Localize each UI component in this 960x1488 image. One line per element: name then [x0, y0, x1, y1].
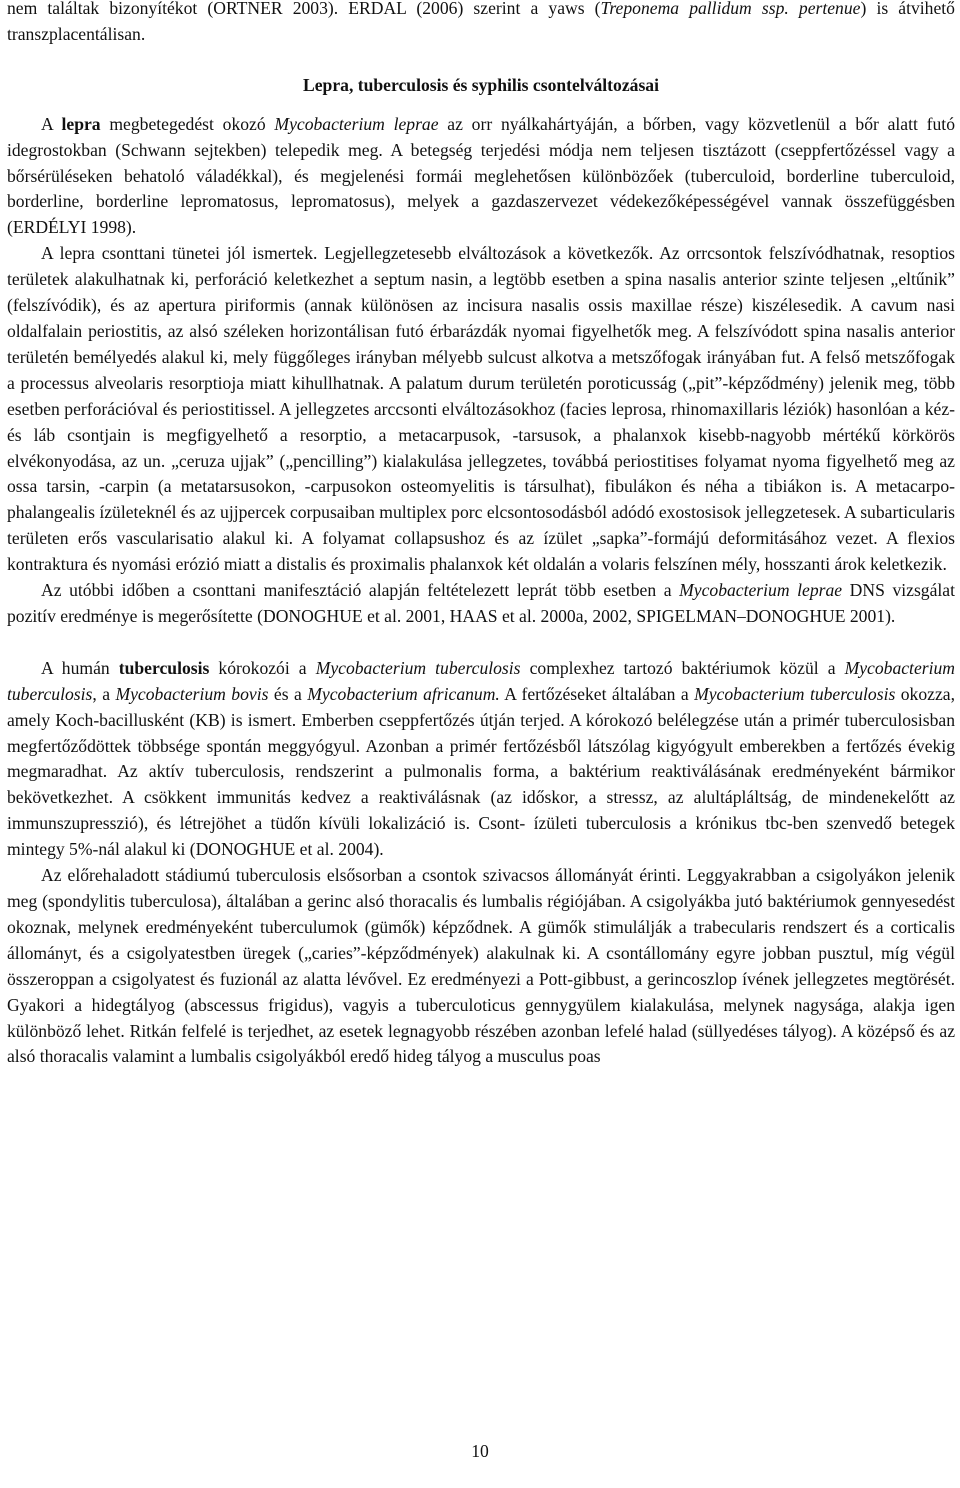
text-run: megbetegedést okozó — [100, 113, 275, 134]
document-page — [7, 0, 955, 1070]
text-run: kórokozói a — [209, 657, 316, 678]
bold-term: lepra — [61, 113, 101, 134]
text-run: az orr nyálkahártyáján, a bőrben, vagy közvetlenül a bőr alatt futó idegrostokban (Schwann sejtekben) telepedik meg. A betegség terjedési módja nem teljesen tisztázott (cseppfertőzéssel vagy a bőrsérüléseken behatoló váladékkal), és megjelenési formái meglehetősen különbözőek (tuberculoid, borderline tuberculoid, borderline, borderline lepromatosus, lepromatosus), melyek a gazdaszervezet védekezőképességével vannak összefüggésben (ERDÉLYI 1998). — [7, 113, 955, 238]
text-run: Lepra, tuberculosis és syphilis csontelváltozásai — [303, 74, 659, 95]
body-paragraph — [7, 578, 955, 630]
section-heading — [7, 48, 955, 112]
text-run: A — [41, 113, 62, 134]
italic-term: Mycobacterium tuberculosis — [315, 657, 521, 678]
body-paragraph — [7, 112, 955, 242]
italic-term: Treponema pallidum ssp. pertenue — [600, 0, 861, 18]
italic-term: Mycobacterium leprae — [274, 113, 439, 134]
text-run: complexhez tartozó baktériumok közül a — [520, 657, 845, 678]
page-number: 10 — [471, 1441, 489, 1461]
italic-term: Mycobacterium bovis — [115, 683, 269, 704]
text-run: DNS vizsgálat pozitív eredménye is megerősítette (DONOGHUE et al. 2001, HAAS et al. 2000a, 2002, SPIGELMAN–DONOGHUE 2001). — [7, 580, 955, 626]
body-paragraph — [7, 241, 955, 578]
text-run: ) is átvihető transzplacentálisan. — [7, 0, 955, 44]
bold-term: tuberculosis — [118, 657, 210, 678]
italic-term: Mycobacterium tuberculosis — [694, 683, 896, 704]
text-run: okozza, amely Koch-bacillusként (KB) is ismert. Emberben cseppfertőzés útján terjed. A kórokozó belélegzése után a primér tuberculosisban megfertőződöttek többsége spontán meggyógyul. Azonban a primér fertőzésből látszólag kigyógyult emberekben a fertőzés évekig megmaradhat. Az aktív tuberculosis, rendszerint a pulmonalis forma, a baktérium reaktiválásának eredményeként bármikor bekövetkezhet. A csökkent immunitás kedvez a reaktiválásnak (az időskor, a stressz, az alultápláltság, de mindenekelőtt az immunszupresszió), és létrejöhet a tüdőn kívüli lokalizáció is. Csont- ízületi tuberculosis a krónikus tbc-ben szenvedő betegek mintegy 5%-nál alakul ki (DONOGHUE et al. 2004). — [7, 683, 955, 860]
text-run: A humán — [41, 657, 119, 678]
text-run: és a — [268, 683, 308, 704]
italic-term: Mycobacterium tuberculosis — [7, 657, 955, 704]
text-run: Az előrehaladott stádiumú tuberculosis elsősorban a csontok szivacsos állományát érinti. Leggyakrabban a csigolyákon jelenik meg (spondylitis tuberculosa), általában a gerinc alsó thoracalis és lumbalis régiójában. A csigolyákba jutó baktériumok gennyesedést okoznak, melynek eredményeként tuberculumok (gümők) képződnek. A gümők stimulálják a trabecularis rendszert és a corticalis állományt, és a csigolyatestben üregek („caries”-képződmények) alakulnak ki. A csontállomány egyre jobban pusztul, míg végül összeroppan a csigolyatest és fuzionál az alatta lévővel. Ez eredményezi a Pott-gibbust, a gerincoszlop ívének jellegzetes megtörését. Gyakori a hidegtályog (abscessus frigidus), vagyis a tuberculoticus gennygyülem kialakulása, melynek nagysága, alakja igen különböző lehet. Ritkán felfelé is terjedhet, az esetek legnagyobb részében azonban lefelé halad (süllyedéses tályog). A középső és az alsó thoracalis valamint a lumbalis csigolyákból eredő hideg tályog a musculus poas — [7, 865, 955, 1067]
text-run: A lepra csonttani tünetei jól ismertek. Legjellegzetesebb elváltozások a következők. Az orrcsontok felszívódhatnak, resoptios területek alakulhatnak ki, perforáció keletkezhet a septum nasin, a legtöbb esetben a spina nasalis anterior szinte teljesen „eltűnik” (felszívódik), és az apertura piriformis (annak különösen az incisura nasalis ossis maxillae része) kiszélesedik. A cavum nasi oldalfalain periostitis, az alsó széleken horizontálisan futó érbarázdák nyomai figyelhetők meg. A felszívódott spina nasalis anterior területén bemélyedés alakul ki, mely függőleges irányban mélyebb sulcust alkotva a metszőfogak irányában fut. A felső metszőfogak a processus alveolaris resorptioja miatt kihullhatnak. A palatum durum területén poroticusság („pit”-képződmény) jelenik meg, több esetben perforációval és periostitissel. A jellegzetes arccsonti elváltozásokhoz (facies leprosa, rhinomaxillaris léziók) hasonlóan a kéz- és láb csontjain is megfigyelhető a resorptio, a metacarpusok, -tarsusok, a phalanxok kisebb-nagyobb mértékű körkörös elvékonyodása, az un. „ceruza ujjak” („pencilling”) kialakulása jellegzetes, továbbá periostitises folyamat nyoma figyelhető meg az ossa tarsin, -carpin (a metatarsusokon, -carpusokon osteomyelitis is társulhat), fibulákon és néha a tibiákon is. A metacarpophalangealis ízületeknél és az ujjpercek corpusaiban multiplex porc elcsontosodásból adódó exostosisok jellegzetesek. A subarticularis területen erős vascularisatio alakul ki. A folyamat collapsushoz és az ízület „sapka”-formájú deformitásához vezet. A flexios kontraktura és nyomási erózió miatt a distalis és proximalis phalanxok két oldalán a volaris felszínen mély, hosszanti árok keletkezik. — [7, 243, 955, 575]
body-paragraph — [7, 0, 955, 48]
text-run: Az utóbbi időben a csonttani manifesztáció alapján feltételezett leprát több esetben a — [41, 580, 680, 601]
italic-term: Mycobacterium africanum. — [307, 683, 500, 704]
text-run: , a — [92, 683, 116, 704]
body-paragraph — [7, 656, 955, 863]
body-paragraph — [7, 863, 955, 1070]
italic-term: Mycobacterium leprae — [679, 580, 843, 601]
text-run: A fertőzéseket általában a — [499, 683, 695, 704]
text-run: nem találtak bizonyítékot (ORTNER 2003). ERDAL (2006) szerint a yaws ( — [7, 0, 601, 18]
